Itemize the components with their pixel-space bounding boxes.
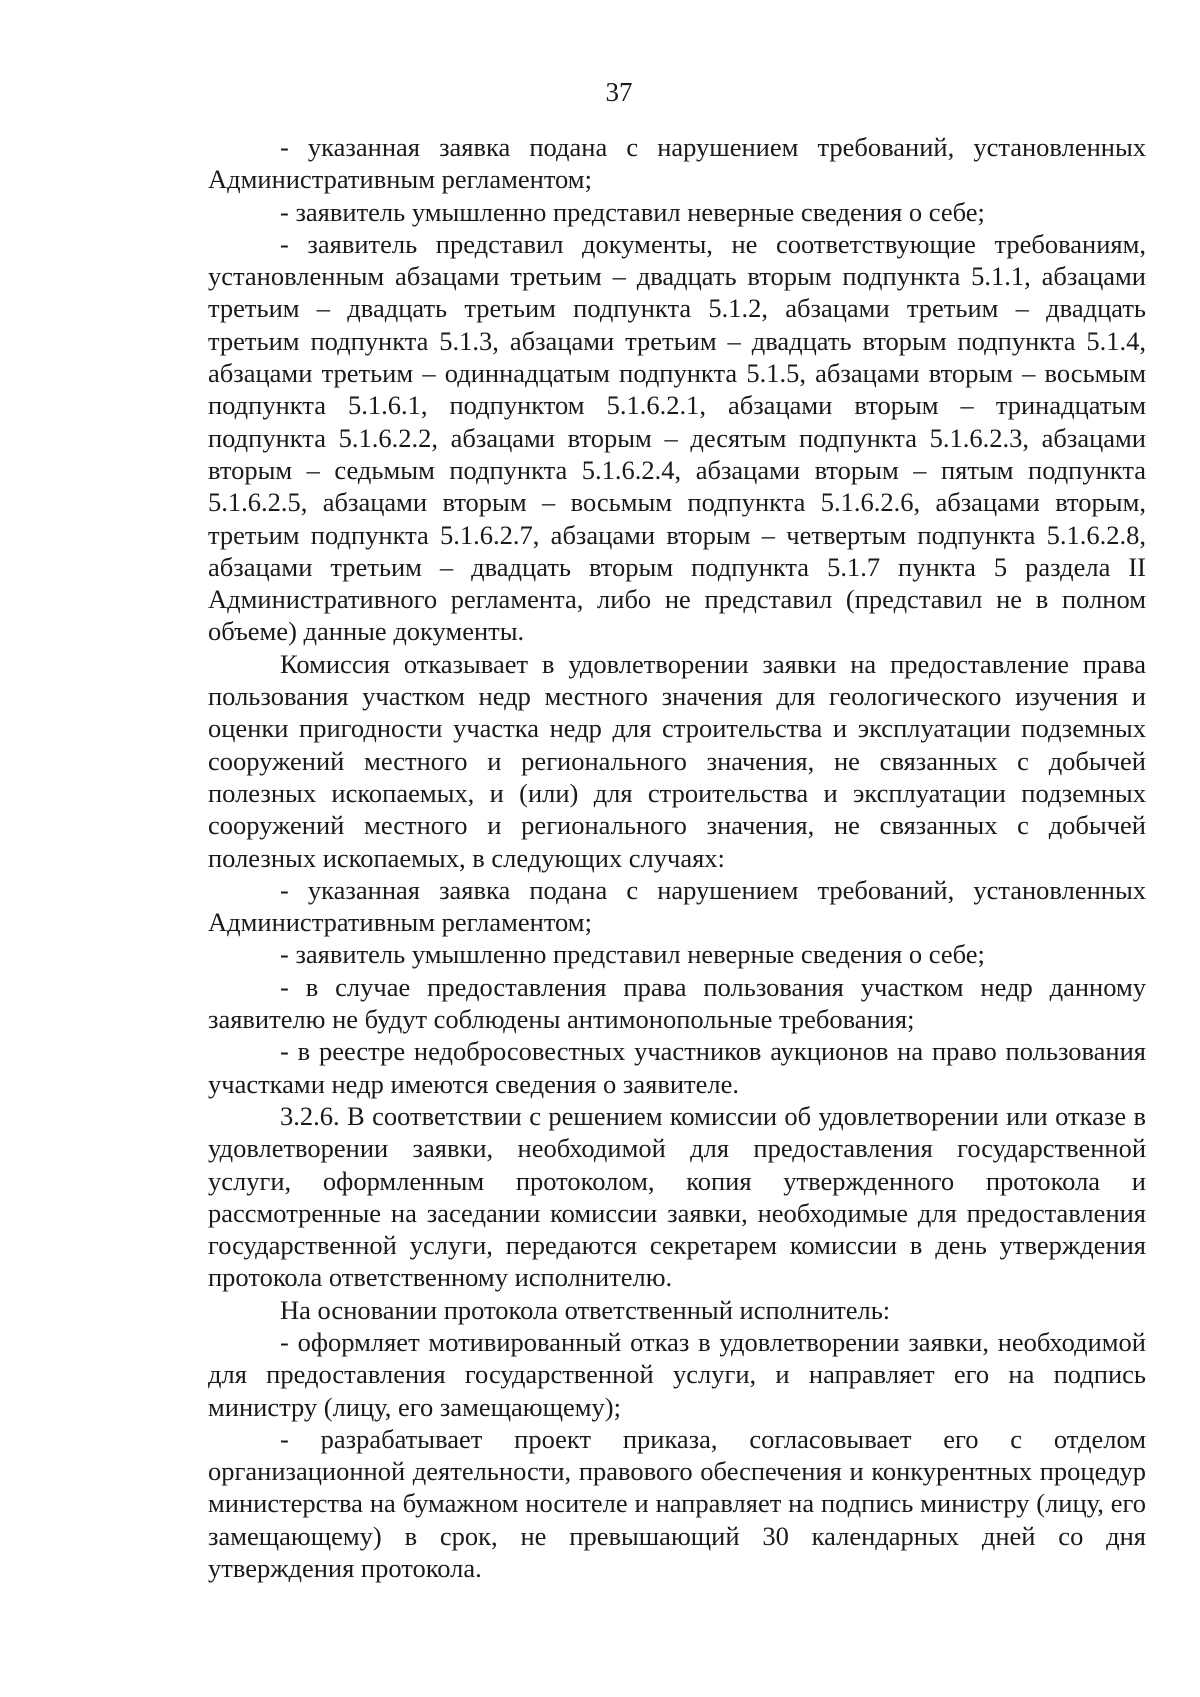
paragraph-section-3-2-6: 3.2.6. В соответствии с решением комиссии об удовлетворении или отказе в удовлетворении заявки, необходимой для предоставления государственной услуги, оформленным протоколом, копия утвержденного протокола и рассмотренные на заседании комиссии заявки, необходимые для предоставления государственной услуги, передаются секретарем комиссии в день утверждения протокола ответственному исполнителю. xyxy=(208,1100,1146,1293)
paragraph-antimonopoly: - в случае предоставления права пользования участком недр данному заявителю не будут соблюдены антимонопольные требования; xyxy=(208,971,1146,1035)
paragraph-false-information: - заявитель умышленно представил неверные сведения о себе; xyxy=(280,196,985,227)
paragraph-violation-requirements-2: - указанная заявка подана с нарушением требований, установленных Административным регламентом; xyxy=(208,874,1146,938)
paragraph-executor-intro: На основании протокола ответственный исполнитель: xyxy=(280,1294,891,1325)
page-number: 37 xyxy=(605,77,633,107)
paragraph-noncompliant-documents: - заявитель представил документы, не соответствующие требованиям, установленным абзацами третьим – двадцать вторым подпункта 5.1.1, абзацами третьим – двадцать третьим подпункта 5.1.2, абзацами третьим – двадцать третьим подпункта 5.1.3, абзацами третьим – двадцать вторым подпункта 5.1.4, абзацами третьим – одиннадцатым подпункта 5.1.5, абзацами вторым – восьмым подпункта 5.1.6.1, подпунктом 5.1.6.2.1, абзацами вторым – тринадцатым подпункта 5.1.6.2.2, абзацами вторым – десятым подпункта 5.1.6.2.3, абзацами вторым – седьмым подпункта 5.1.6.2.4, абзацами вторым – пятым подпункта 5.1.6.2.5, абзацами вторым – восьмым подпункта 5.1.6.2.6, абзацами вторым, третьим подпункта 5.1.6.2.7, абзацами вторым – четвертым подпункта 5.1.6.2.8, абзацами третьим – двадцать вторым подпункта 5.1.7 пункта 5 раздела II Административного регламента, либо не представил (представил не в полном объеме) данные документы. xyxy=(208,228,1146,647)
document-body xyxy=(208,131,1146,1584)
paragraph-violation-requirements: - указанная заявка подана с нарушением требований, установленных Административным регламентом; xyxy=(208,132,1146,195)
paragraph-registry: - в реестре недобросовестных участников аукционов на право пользования участками недр имеются сведения о заявителе. xyxy=(208,1036,1146,1099)
paragraph-draft-order: - разрабатывает проект приказа, согласовывает его с отделом организационной деятельности, правового обеспечения и конкурентных процедур министерства на бумажном носителе и направляет на подпись министру (лицу, его замещающему) в срок, не превышающий 30 календарных дней со дня утверждения протокола. xyxy=(208,1423,1146,1584)
paragraph-false-information-2: - заявитель умышленно представил неверные сведения о себе; xyxy=(280,939,985,970)
paragraph-motivated-refusal: - оформляет мотивированный отказ в удовлетворении заявки, необходимой для предоставления государственной услуги, и направляет его на подпись министру (лицу, его замещающему); xyxy=(208,1326,1146,1422)
paragraph-commission-refusal: Комиссия отказывает в удовлетворении заявки на предоставление права пользования участком недр местного значения для геологического изучения и оценки пригодности участка недр для строительства и эксплуатации подземных сооружений местного и регионального значения, не связанных с добычей полезных ископаемых, и (или) для строительства и эксплуатации подземных сооружений местного и регионального значения, не связанных с добычей полезных ископаемых, в следующих случаях: xyxy=(208,648,1146,873)
